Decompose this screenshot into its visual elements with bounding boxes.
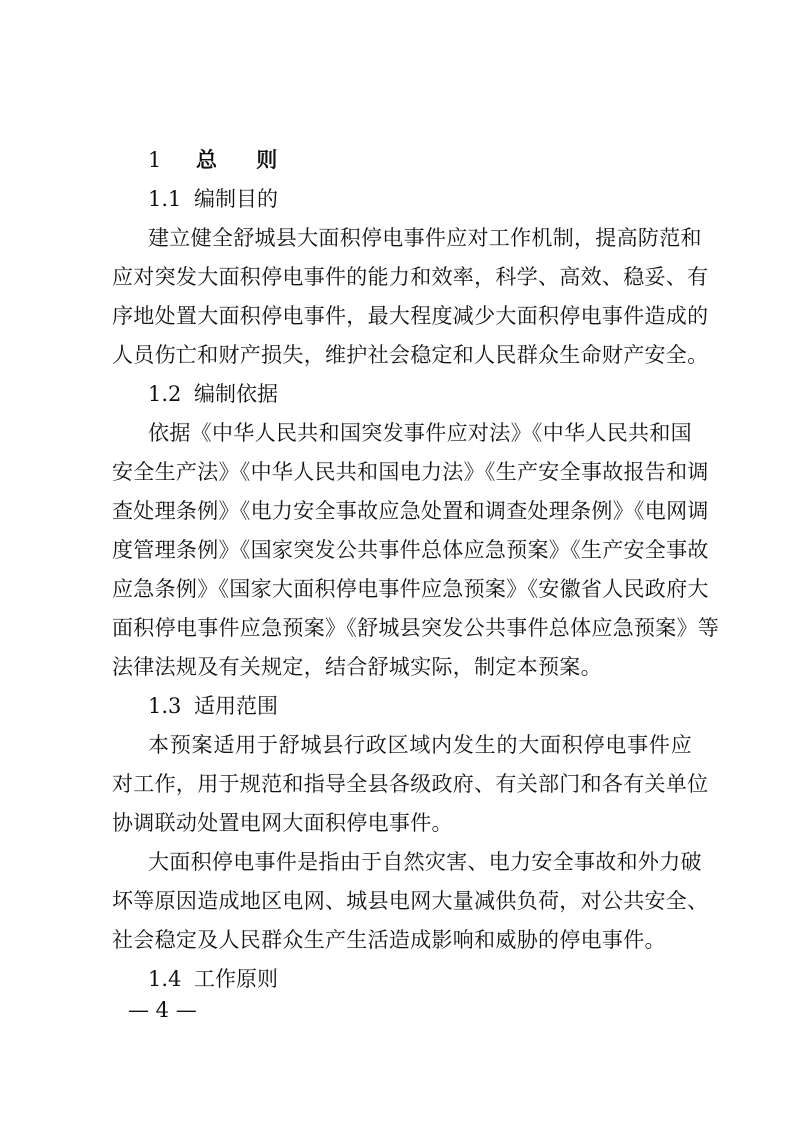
paragraph-line: 法律法规及有关规定，结合舒城实际，制定本预案。 bbox=[112, 655, 602, 679]
subsection-heading-1-2 bbox=[148, 379, 278, 409]
subsection-number: 1.1 bbox=[148, 187, 182, 211]
paragraph-line: 本预案适用于舒城县行政区域内发生的大面积停电事件应 bbox=[148, 733, 692, 757]
paragraph-line: 查处理条例》《电力安全事故应急处置和调查处理条例》《电网调 bbox=[112, 499, 709, 523]
subsection-heading-1-4 bbox=[148, 964, 278, 994]
paragraph-line: 安全生产法》《中华人民共和国电力法》《生产安全事故报告和调 bbox=[112, 460, 709, 484]
paragraph-line: 应对突发大面积停电事件的能力和效率，科学、高效、稳妥、有 bbox=[112, 265, 709, 289]
subsection-title: 编制目的 bbox=[194, 187, 278, 211]
subsection-number: 1.4 bbox=[148, 967, 182, 991]
paragraph-line: 坏等原因造成地区电网、城县电网大量减供负荷，对公共安全、 bbox=[112, 889, 709, 913]
subsection-title: 编制依据 bbox=[194, 382, 278, 406]
paragraph-line: 依据《中华人民共和国突发事件应对法》《中华人民共和国 bbox=[148, 421, 692, 445]
paragraph-line: 大面积停电事件是指由于自然灾害、电力安全事故和外力破 bbox=[148, 850, 702, 874]
subsection-heading-1-3 bbox=[148, 691, 278, 721]
paragraph-line: 序地处置大面积停电事件，最大程度减少大面积停电事件造成的 bbox=[112, 304, 709, 328]
subsection-number: 1.2 bbox=[148, 382, 182, 406]
section-title: 总 则 bbox=[196, 147, 294, 172]
paragraph-line: 建立健全舒城县大面积停电事件应对工作机制，提高防范和 bbox=[148, 226, 702, 250]
paragraph-line: 度管理条例》《国家突发公共事件总体应急预案》《生产安全事故 bbox=[112, 538, 709, 562]
paragraph-line: 面积停电事件应急预案》《舒城县突发公共事件总体应急预案》等 bbox=[112, 616, 720, 640]
subsection-title: 工作原则 bbox=[194, 967, 278, 991]
subsection-title: 适用范围 bbox=[194, 694, 278, 718]
paragraph-line: 对工作，用于规范和指导全县各级政府、有关部门和各有关单位 bbox=[112, 772, 709, 796]
paragraph-line: 协调联动处置电网大面积停电事件。 bbox=[112, 811, 453, 835]
paragraph-line: 社会稳定及人民群众生产生活造成影响和威胁的停电事件。 bbox=[112, 928, 666, 952]
page-number: — 4 — bbox=[128, 998, 197, 1022]
section-heading bbox=[148, 145, 293, 175]
subsection-heading-1-1 bbox=[148, 184, 278, 214]
paragraph-line: 应急条例》《国家大面积停电事件应急预案》《安徽省人民政府大 bbox=[112, 577, 709, 601]
subsection-number: 1.3 bbox=[148, 694, 182, 718]
section-number: 1 bbox=[148, 148, 162, 172]
paragraph-line: 人员伤亡和财产损失，维护社会稳定和人民群众生命财产安全。 bbox=[112, 343, 709, 367]
